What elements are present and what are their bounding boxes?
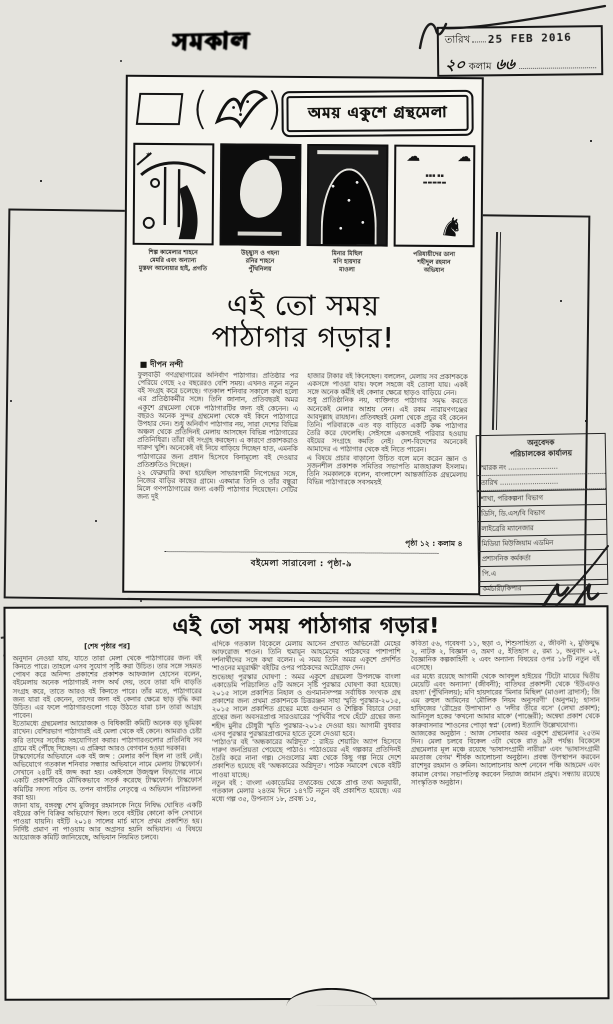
book-cover-2-portrait xyxy=(240,160,282,218)
routing-row-media: মিডিয়া মিউজিয়াম এডমিন xyxy=(478,533,606,550)
book-caption-1: শিল্প কামেলার শাহনে মেমরি এবং অন্যান্য মুস্তফা আনোয়ার হাই, প্রগতি xyxy=(138,248,208,272)
continuation-column-1-text: অনুদান নেওয়া যায়, যাতে তারা মেলা থেকে পাঠাগারের জন্য বই কিনতে পারে। তাহলে এসব সুযোগ সৃষ্টি করা উচিত। তার সঙ্গে সহমত পোষণ করে অনিন্দ্য প্রকাশের প্রকাশক আফজাল হোসেন বলেন, বইমেলায় অনেক পাঠাগারই নগদ অর্থ দেয়, তবে তারা যদি বাড়তি সংগ্রহ করে, তাতে আরও বই কিনতে পারে। তাঁর মতে, পাঠাগারের জন্য যারা বই কেনেন, তাদের জন্য বই কেনার ক্ষেত্রে ছাড় বৃদ্ধি করা উচিত। এর ফলে পাঠাগারগুলো গড়ে উঠতে যারা চান তারা আগ্রহ পাবেন। ইতোমধ্যে গ্রন্থমেলার আয়োজক ও বিধিকারী কমিটি অনেক বড় ভূমিকা রাখেন। বেশিরভাগ পাঠাগারই এই মেলা থেকে বই কেনে। আমরাও চেষ্টা করি তাদের সর্বোচ্চ সহযোগিতা করার। পাঠাগারগুলোর প্রতিনিধি সব গ্রামে বই পৌঁছে দিচ্ছেন। এ প্রক্রিয়া আরও বেগবান হওয়া দরকার। টাস্কফোর্সের অভিযানে এক বই জব্দ : মেলার কপি ছিল না তাই নেই। অভিযোগে গতকাল শনিবার সন্ধ্যার অভিযানে নামে মেলায় টাস্কফোর্স। সেখানে ২৪টি বই জব্দ করা হয়। একইসঙ্গে উজ্জ্বল বিভাগের নামে একটি প্রকাশনীকে মৌখিকভাবে সতর্ক করেছে টাস্কফোর্স। টাস্কফোর্স কমিটির সদস্য সচিব ড. তপন বাগচীর নেতৃত্বে এ অভিযান পরিচালনা করা হয়। জানা যায়, বঙ্গবন্ধু শেখ মুজিবুর রহমানকে নিয়ে নিষিদ্ধ ঘোষিত একটি বইয়ের কপি বিক্রির অভিযোগ ছিল। তবে বইটির কোনো কপি সেখানে পাওয়া যায়নি। বইটি ২০১৪ সালের মার্চ মাসে প্রথম প্রকাশিত হয়। নির্দিষ্ট প্রমাণ না পাওয়ায় আর অগ্রসর হয়নি অভিযান। এ বিষয়ে আয়োজক কমিটি জানিয়েছে, অভিযান নিয়মিত চলবে। xyxy=(12,654,203,843)
torn-edge-notch xyxy=(286,988,376,1006)
section-footer: বইমেলা সারাবেলা : পৃষ্ঠা-৯ xyxy=(250,558,353,570)
handwritten-number-2: ৬৬ xyxy=(494,55,518,74)
byline-bullet-icon: ■ xyxy=(139,359,148,369)
article-headline-line2: পাঠাগার গড়ার! xyxy=(211,320,395,355)
cloud-icons xyxy=(400,149,475,166)
book-caption-3: মিনার মিছিল মণি হায়দার মাওলা xyxy=(331,250,363,273)
book-cover-4 xyxy=(394,145,476,248)
date-stamp-value: 25 FEB 2016 xyxy=(488,30,573,47)
continuation-headline: এই তো সময় পাঠাগার গড়ার! xyxy=(172,613,440,639)
article-headline-line1: এই তো সময় xyxy=(226,288,380,323)
handwritten-number-1: ২০ xyxy=(443,55,467,74)
book-cover-3 xyxy=(307,144,389,247)
continued-from-note: [শেষ পৃষ্ঠার পর] xyxy=(84,642,131,651)
book-cover-3-arch-art xyxy=(321,168,378,244)
book-fair-logo-icon xyxy=(211,81,269,137)
registration-box xyxy=(136,93,184,125)
book-caption-4: পরিযায়ীদের ডানা শহীদুল রহমান অভিযান xyxy=(413,250,456,274)
routing-row-library: লাইব্রেরি ম্যানেজার xyxy=(478,518,606,535)
cloud-icon: ☁ xyxy=(457,149,472,166)
newspaper-clipping-top xyxy=(122,75,484,595)
date-stamp-row-column xyxy=(445,52,596,79)
article-headline xyxy=(126,289,480,356)
routing-row-pa: পি.এ xyxy=(479,563,607,580)
scan-noise-speckles xyxy=(0,0,2,2)
date-label: তারিখ xyxy=(444,34,471,46)
book-cover-1 xyxy=(133,143,215,246)
book-cover-1-art xyxy=(135,145,215,244)
continuation-column-2: এদিকে গতকাল বিকেলে মেলায় আসেন প্রখ্যাত অভিনেত্রী মেহের আফরোজ শাওন। তিনি হুমায়ূন আহমেদের পাঠকদের পাশাপাশি দর্শনার্থীদের সঙ্গে কথা বলেন। এ সময় তিনি অমর একুশে প্রদর্শিত 'শাওনের ময়ূরাক্ষী' বইটির ওপর পাঠকদের অটোগ্রাফ দেন। শুভেচ্ছা পুরস্কার ঘোষণা : অমর একুশে গ্রন্থমেলা উপলক্ষে বাংলা একাডেমি পরিচালিত ৫টি অঙ্গনে সৃষ্টি পুরস্কার ঘোষণা করা হয়েছে। ২০১৫ সালে প্রকাশিত নিহাল ও গুণমানসম্পন্ন সর্বাধিক সংখ্যক গ্রন্থ প্রকাশের জন্য প্রথমা প্রকাশনকে চিত্তরঞ্জন সাহা স্মৃতি পুরস্কার-২০১৫, ২০১৫ সালে প্রকাশিত গ্রন্থের মধ্যে গুণমান ও শৈল্পিক বিচারে সেরা গ্রন্থের জন্য অবসরপ্রাপ্ত সারওয়ারের 'পৃথিবীর পথে হেঁটে' গ্রন্থের জন্য শহীদ মুনীর চৌধুরী স্মৃতি পুরস্কার-২০১৫ দেওয়া হয়। আগামী বুধবার এসব পুরস্কার পুরস্কারপ্রাপ্তদের হাতে তুলে দেওয়া হবে। 'পাঠাও'র বই 'অন্ধকারের অগ্নিদূত' : রাইড শেয়ারিং অ্যাপ হিসেবে দারুণ জনপ্রিয়তা পেয়েছে পাঠাও। পাঠাওয়ের এই গল্পকার প্রতিদিনই তৈরি করে নানা গল্প। সেগুলোর মধ্য থেকে কিছু গল্প নিয়ে দেশে প্রকাশিত হয়েছে বই 'অন্ধকারের অগ্নিদূত'। পাঠক সমাবেশ থেকে বইটি পাওয়া যাচ্ছে। নতুন বই : বাংলা একাডেমির তথ্যকেন্দ্র থেকে প্রাপ্ত তথ্য অনুযায়ী, গতকাল মেলার ২৪তম দিনে ১৪৭টি নতুন বই প্রকাশিত হয়েছে। এর মধ্যে গল্প ৩৫, উপন্যাস ১৮, প্রবন্ধ ১৫, xyxy=(211,639,401,804)
dotted-leader xyxy=(472,33,486,42)
book-captions-row xyxy=(132,249,474,289)
newspaper-masthead-stamp: সমকাল xyxy=(171,26,252,56)
book-cover-2-author-line xyxy=(238,232,282,236)
svg-text:✶: ✶ xyxy=(145,150,152,159)
article-jump-note: পৃষ্ঠা ১২ : কলাম ৪ xyxy=(405,538,463,549)
footer-dotted-rule xyxy=(164,551,438,554)
book-cover-3-title-line xyxy=(317,150,378,154)
book-cover-4-title-lines: ▪▪▪ ▪▪ ▬▬▬▬▬ xyxy=(422,172,447,186)
date-stamp-box xyxy=(437,25,604,77)
routing-row-date: তারিখ ........................... xyxy=(477,473,605,490)
newspaper-clipping-bottom xyxy=(3,605,609,1001)
column-label: কলাম xyxy=(468,61,492,73)
routing-stamp-header2: পরিচালকের কার্যালয় xyxy=(509,448,573,459)
book-cover-2-title-line xyxy=(269,156,295,159)
book-cover-2 xyxy=(220,143,302,246)
routing-row-section: শাখা, পরিকল্পনা বিভাগ xyxy=(478,488,606,505)
byline-name: দীপন নন্দী xyxy=(150,359,184,370)
book-fair-title: অময় একুশে গ্রন্থমেলা xyxy=(281,90,473,137)
date-stamp-row-date xyxy=(445,31,596,50)
book-caption-2: উচ্ছ্বাস ও গহনা রনির শাহনে পুঁথিনিলয় xyxy=(240,249,280,273)
continuation-column-1 xyxy=(13,640,203,988)
routing-row-keeper: কর্মচারী/কিপার xyxy=(479,578,607,595)
continuation-column-3: কবিতা ৫৬, গবেষণা ১১, ছড়া ৩, শিশুসাহিত্য ৫, জীবনী ২, মুক্তিযুদ্ধ ২, নাটক ২, বিজ্ঞান ৩, ভ্রমণ ৫, ইতিহাস ৫, রম্য ১, অনুবাদ ০২, বৈজ্ঞানিক কল্পকাহিনী ২ এবং অন্যান্য বিষয়ের ওপর ১৮টি নতুন বই এসেছে। এর মধ্যে রয়েছে আগামী থেকে আবদুল হাইয়ের 'টিটো মায়ের দ্বিতীয় মেয়েটি এবং অন্যান্য' (জীবনী); বাতিঘর প্রকাশনী থেকে 'ইউএফও রহস্য' (পুঁথিনিলয়); মণি হায়দারের 'মিনার মিছিল' (মাওলা ব্রাদার্স); জি এম রুহুল আমিনের 'মৌলিক নিয়ম অনুসরণী' (অনুপম); হাসান হাফিজের 'রৌদ্রের উপাখ্যান' ও 'নদীর তীরে বসে' (লেখা প্রকাশ); আনিসুল হকের 'কখনো আমার মাকে' (পাঞ্জেরী); অন্বেষা প্রকাশ থেকে কারুবাসনার 'শাওনের পোড়া স্বপ্ন' (বেলা) ইত্যাদি উল্লেখযোগ্য। আজকের অনুষ্ঠান : আজ সোমবার অমর একুশে গ্রন্থমেলার ২৫তম দিন। মেলা চলবে বিকেল ৩টা থেকে রাত ৯টা পর্যন্ত। বিকেলে গ্রন্থমেলার মূল মঞ্চে রয়েছে 'ভাষাসংগ্রামী নারীরা' এবং 'ভাষাসংগ্রামী মমতাজ বেগম' শীর্ষক আলোচনা অনুষ্ঠান। প্রবন্ধ উপস্থাপন করবেন রাশেদুর রহমান ও রুমিন। আলোচনায় অংশ নেবেন পঞ্চি আহমেদ এবং কামাল বেগম। সভাপতিত্ব করবেন নিয়াজ জামান প্রমুখ। সন্ধ্যায় রয়েছে সাংস্কৃতিক অনুষ্ঠান। xyxy=(410,639,600,787)
routing-row-memo: স্মারক নং ....................... xyxy=(477,458,605,475)
routing-row-admin: প্রশাসনিক কর্মকর্তা xyxy=(479,548,607,565)
article-column-1: ফুলবাড়ী গণগ্রন্থাগারের অনির্বাণ পাঠাগার। প্রতিষ্ঠার পর পেরিয়ে গেছে ২৫ বছরেরও বেশি সময়। এখনও নতুন নতুন বই সংগ্রহ করে চলেছে। গতকাল শনিবার সকালে কথা হলো এর প্রতিষ্ঠাকর্মীর সঙ্গে। তিনি জানান, প্রতিবছরই অমর একুশে গ্রন্থমেলা থেকে পাঠাগারটির জন্য বই কেনেন। এ বছরও অনেক সুন্দর গ্রন্থমেলা থেকে বই কিনে পাঠাগারে উপহার দেন। শুধু অনির্বাণ পাঠাগার নয়, সারা দেশের বিভিন্ন অঞ্চল থেকে প্রতিদিনই মেলায় আসছেন বিভিন্ন পাঠাগারের প্রতিনিধিরা। তাঁরা বই সংগ্রহ করছেন। এ কারণে প্রকাশকরাও দারুণ খুশি। অনেকেই বই নিয়ে বাড়িয়ে দিচ্ছেন হাত, এমনকি পাঠাগারের জন্য প্রধান হিসেবে বিনামূল্যে বই দেওয়ার প্রতিশ্রুতিও দিচ্ছেন। ২২ ফেব্রুয়ারি কথা হয়েছিল সাভারগামী নিপেন্দ্রের সঙ্গে, নিজের বাড়ির কাছের গ্রামে। একমাত্র তিনি ও তাঁর বন্ধুরা মিলে গণপাঠাগারের জন্য একটি পাঠাগার দিয়েছেন। সেটির জন্য দুই xyxy=(136,370,299,502)
article-column-2: হাজার টাকার বই কিনেছেন। বললেন, মেলায় সব প্রকাশককে একসঙ্গে পাওয়া যায়। ফলে সহজে বই তোলা যায়। একই সঙ্গে অনেক কর্মীই বই কেনার ক্ষেত্রে ছাড়ও বাড়িয়ে নেন। শুধু প্রাতিষ্ঠানিক নয়, ব্যক্তিগত পাঠাগার সমৃদ্ধ করতে অনেকেই মেলার আশ্রয় নেন। এই রকম নারায়ণগঞ্জের আবদুল্লাহ রায়হান। প্রতিবছরই মেলা থেকে প্রচুর বই কেনেন তিনি। পরিবারকে এত বড় বাড়িতে একটি কক্ষ পাঠাগার তৈরি করে ফেলেছি। সেইসঙ্গে একসঙ্গেই পরিবার হওয়ায় বইয়ের সংগ্রহে কমতি নেই। দেশ-বিদেশের অনেকেই আমাদের এ পাঠাগার থেকে বই নিতে পারেন। এ বিষয়ে প্রচার বাড়ানো উচিত বলে মনে করেন জ্ঞান ও সৃজনশীল প্রকাশক সমিতির সভাপতি মাজহারুল ইসলাম। তিনি সমকালকে বলেন, বাংলাদেশ আন্তর্জাতিক গ্রন্থমেলায় বিভিন্ন পাঠাগারকে সবসময়ই xyxy=(306,372,468,487)
cloud-icon: ☁ xyxy=(406,148,421,165)
dotted-leader xyxy=(519,58,596,69)
continuation-body-columns xyxy=(13,639,601,989)
decorative-paren-right: ) xyxy=(265,83,283,135)
decorative-paren-left: ( xyxy=(191,83,209,135)
book-covers-row xyxy=(133,143,476,247)
winged-horse-icon: ♞ xyxy=(437,211,465,245)
book-fair-header xyxy=(135,85,473,141)
article-body-columns xyxy=(137,371,468,541)
routing-row-dc: ডিসি, ডি.এস/বি বিভাগ xyxy=(478,503,606,520)
routing-stamp-header1: অনুবেদক xyxy=(527,437,555,448)
